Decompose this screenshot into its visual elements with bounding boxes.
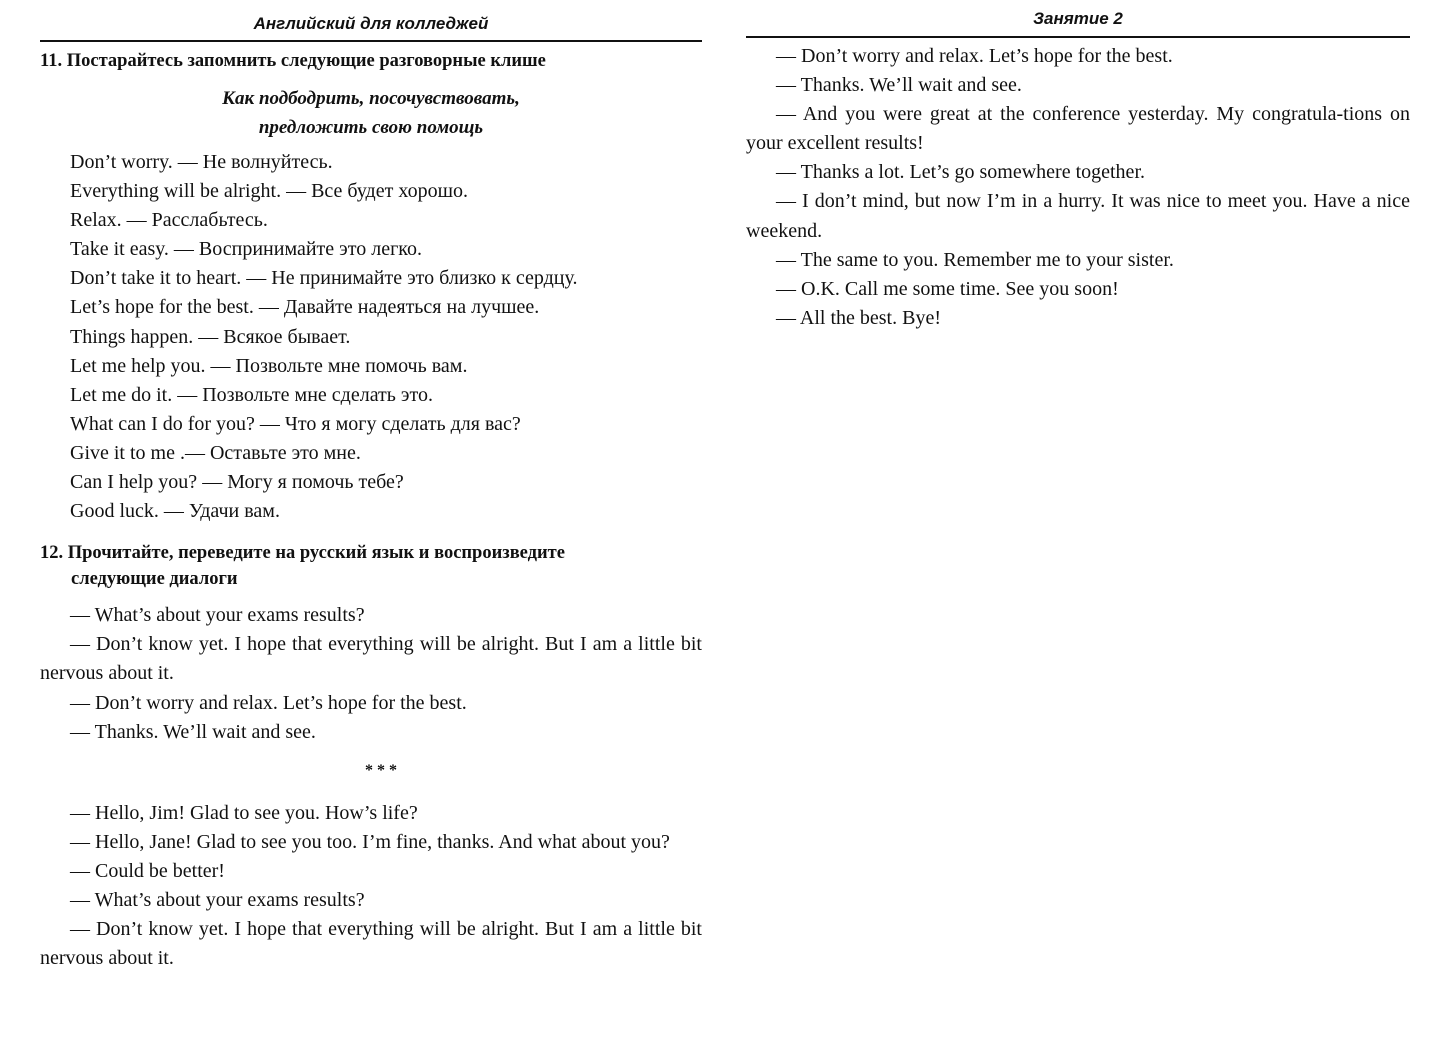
running-head-left: Английский для колледжей <box>253 14 489 33</box>
exercise-11-subheading-2: предложить свою помощь <box>258 117 484 138</box>
left-page <box>40 0 702 973</box>
exercise-12-number: 12. <box>40 543 64 564</box>
phrase-item: Can I help you? — Могу я помочь тебе? <box>70 471 404 494</box>
exercise-12-title-line2: следующие диалоги <box>71 569 238 590</box>
dialogue-line: — O.K. Call me some time. See you soon! <box>776 277 1119 300</box>
dialogue-line: — Hello, Jane! Glad to see you too. I’m fine, thanks. And what about you? <box>70 830 670 853</box>
phrase-item: Everything will be alright. — Все будет хорошо. <box>70 180 468 203</box>
header-rule-right <box>746 36 1410 38</box>
dialogue-line: — I don’t mind, but now I’m in a hurry. It was nice to meet you. Have a nice weekend. <box>746 190 1410 242</box>
phrase-item: Give it to me .— Оставьте это мне. <box>70 441 361 464</box>
running-head-right: Занятие 2 <box>1033 9 1123 28</box>
phrase-item: Let me help you. — Позвольте мне помочь вам. <box>70 354 468 377</box>
dialogue-line: — Don’t worry and relax. Let’s hope for the best. <box>70 691 467 714</box>
phrase-item: Let’s hope for the best. — Давайте надеяться на лучшее. <box>70 296 540 319</box>
phrase-item: Don’t take it to heart. — Не принимайте это близко к сердцу. <box>70 267 578 290</box>
phrase-item: Let me do it. — Позвольте мне сделать это. <box>70 383 433 406</box>
dialogue-line: — Thanks. We’ll wait and see. <box>776 74 1022 97</box>
right-page <box>746 0 1410 333</box>
section-separator: * * * <box>365 761 397 779</box>
exercise-11-number: 11. <box>40 51 63 71</box>
dialogue-line: — Thanks. We’ll wait and see. <box>70 720 316 743</box>
phrase-item: Relax. — Расслабьтесь. <box>70 209 268 232</box>
exercise-11-title: Постарайтесь запомнить следующие разговорные клише <box>66 51 546 71</box>
dialogue-line: — And you were great at the conference yesterday. My congratula-tions on your excellent results! <box>746 103 1410 155</box>
exercise-12-heading <box>40 540 702 592</box>
dialogue-line: — Thanks a lot. Let’s go somewhere together. <box>776 161 1145 184</box>
dialogue-line: — The same to you. Remember me to your sister. <box>776 248 1174 271</box>
phrase-item: Take it easy. — Воспринимайте это легко. <box>70 238 422 261</box>
phrase-item: What can I do for you? — Что я могу сделать для вас? <box>70 412 521 435</box>
dialogue-line: — What’s about your exams results? <box>70 888 365 911</box>
dialogue-line: — Don’t know yet. I hope that everything will be alright. But I am a little bit nervous about it. <box>40 633 702 685</box>
dialogue-2-continued <box>746 42 1410 333</box>
phrase-item: Things happen. — Всякое бывает. <box>70 325 351 348</box>
exercise-11-subheading-1: Как подбодрить, посочувствовать, <box>222 88 520 109</box>
phrase-list <box>40 148 702 526</box>
header-rule-left <box>40 40 702 42</box>
phrase-item: Don’t worry. — Не волнуйтесь. <box>70 151 333 173</box>
dialogue-line: — Don’t worry and relax. Let’s hope for the best. <box>776 45 1173 67</box>
exercise-12-title-line1: Прочитайте, переведите на русский язык и воспроизведите <box>67 543 565 564</box>
dialogue-line: — Could be better! <box>70 859 225 882</box>
dialogue-line: — What’s about your exams results? <box>70 604 365 627</box>
dialogue-line: — Don’t know yet. I hope that everything will be alright. But I am a little bit nervous about it. <box>40 918 702 970</box>
dialogue-line: — Hello, Jim! Glad to see you. How’s life? <box>70 801 418 824</box>
dialogue-1 <box>40 601 702 746</box>
exercise-11-heading <box>40 48 702 74</box>
dialogue-line: — All the best. Bye! <box>776 306 941 329</box>
dialogue-2 <box>40 799 702 974</box>
phrase-item: Good luck. — Удачи вам. <box>70 500 280 523</box>
